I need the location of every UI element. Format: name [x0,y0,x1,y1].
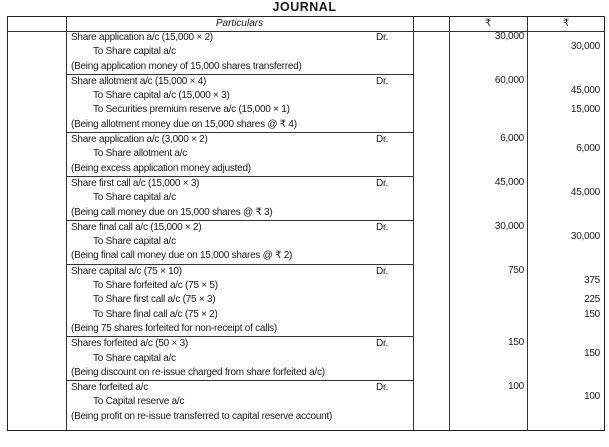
particulars-text: Share capital a/c (75 × 10) [71,265,182,277]
particulars-text: Share application a/c (15,000 × 2) [71,32,213,43]
entry-line [67,187,604,205]
entry-line [67,366,604,380]
particulars-text: (Being profit on re-issue transferred to capital reserve account) [71,410,333,422]
entry-line [67,410,604,424]
credit-amount: 225 [584,294,600,306]
dr-marker: Dr. [376,265,389,277]
credit-amount: 150 [584,308,600,320]
particulars-text: (Being call money due on 15,000 shares @ ₹ 3) [71,206,273,218]
header-particulars: Particulars [215,18,264,29]
journal-entries [67,31,604,425]
entry-line [67,133,604,147]
debit-amount: 150 [508,337,524,349]
header-debit: ₹ [484,18,492,29]
entry-line [67,308,604,322]
debit-amount: 30,000 [494,31,524,42]
debit-amount: 60,000 [494,74,524,86]
credit-amount: 6,000 [576,143,600,155]
dr-marker: Dr. [376,382,389,394]
entry-line [67,103,604,117]
particulars-text: To Share allotment a/c [93,148,187,160]
dr-marker: Dr. [376,75,389,87]
particulars-text: (Being final call money due on 15,000 shares @ ₹ 2) [71,250,293,262]
credit-amount: 30,000 [570,41,600,53]
debit-amount: 750 [508,264,524,276]
entry-line [67,391,604,409]
entry-line [67,337,604,351]
entry-line [67,231,604,249]
entry-line [67,265,604,279]
particulars-text: To Share capital a/c [93,192,176,204]
dr-marker: Dr. [376,177,389,189]
journal-entry [67,177,604,221]
entry-line [67,118,604,132]
entry-line [67,143,604,161]
journal-title: JOURNAL [272,0,337,14]
entry-line [67,293,604,307]
entry-line [67,206,604,220]
journal-entry [67,31,604,75]
particulars-text: (Being excess application money adjusted) [71,162,251,174]
credit-amount: 100 [584,391,600,403]
entry-line [67,162,604,176]
debit-amount: 45,000 [494,176,524,188]
particulars-text: Share forfeited a/c [71,382,148,394]
particulars-text: To Share capital a/c [93,236,176,248]
dr-marker: Dr. [376,134,389,146]
entry-line [67,322,604,336]
credit-amount: 45,000 [570,187,600,199]
particulars-text: To Share capital a/c (15,000 × 3) [93,90,230,102]
particulars-text: Shares forfeited a/c (50 × 3) [71,338,188,350]
particulars-text: Share allotment a/c (15,000 × 4) [71,75,207,87]
particulars-text: (Being allotment money due on 15,000 shares @ ₹ 4) [71,118,297,130]
credit-amount: 375 [584,275,600,287]
particulars-text: Share final call a/c (15,000 × 2) [71,221,202,233]
credit-amount: 45,000 [570,85,600,97]
debit-amount: 100 [508,381,524,393]
debit-amount: 30,000 [494,220,524,232]
particulars-text: Share application a/c (3,000 × 2) [71,134,208,146]
journal-entry [67,221,604,265]
journal-entry [67,75,604,133]
journal-entry [67,381,604,425]
journal-table [7,16,605,431]
particulars-text: To Share first call a/c (75 × 3) [93,294,216,306]
entry-line [67,381,604,395]
particulars-text: (Being discount on re-issue charged from share forfeited a/c) [71,366,325,378]
dr-marker: Dr. [376,32,389,43]
entry-line [67,41,604,59]
particulars-text: To Capital reserve a/c [93,396,185,408]
entry-line [67,31,604,45]
particulars-text: Share first call a/c (15,000 × 3) [71,177,200,189]
entry-line [67,249,604,263]
entry-line [67,221,604,235]
credit-amount: 30,000 [570,231,600,243]
entry-line [67,275,604,293]
dr-marker: Dr. [376,221,389,233]
entry-line [67,347,604,366]
credit-amount: 150 [584,347,600,359]
entry-line [67,75,604,89]
particulars-text: To Share capital a/c [93,46,176,58]
entry-line [67,85,604,103]
journal-entry [67,337,604,381]
journal-entry [67,265,604,337]
particulars-text: (Being application money of 15,000 shares transferred) [71,60,302,72]
entry-line [67,60,604,74]
particulars-text: To Share capital a/c [93,352,176,364]
header-credit: ₹ [562,18,570,29]
entry-line [67,177,604,191]
particulars-text: To Share forfeited a/c (75 × 5) [93,280,218,292]
particulars-text: (Being 75 shares forfeited for non-receipt of calls) [71,322,277,334]
debit-amount: 6,000 [500,133,524,145]
dr-marker: Dr. [376,338,389,350]
journal-entry [67,133,604,177]
particulars-text: To Securities premium reserve a/c (15,000 × 1) [93,104,290,116]
particulars-text: To Share final call a/c (75 × 2) [93,308,218,320]
credit-amount: 15,000 [570,104,600,116]
